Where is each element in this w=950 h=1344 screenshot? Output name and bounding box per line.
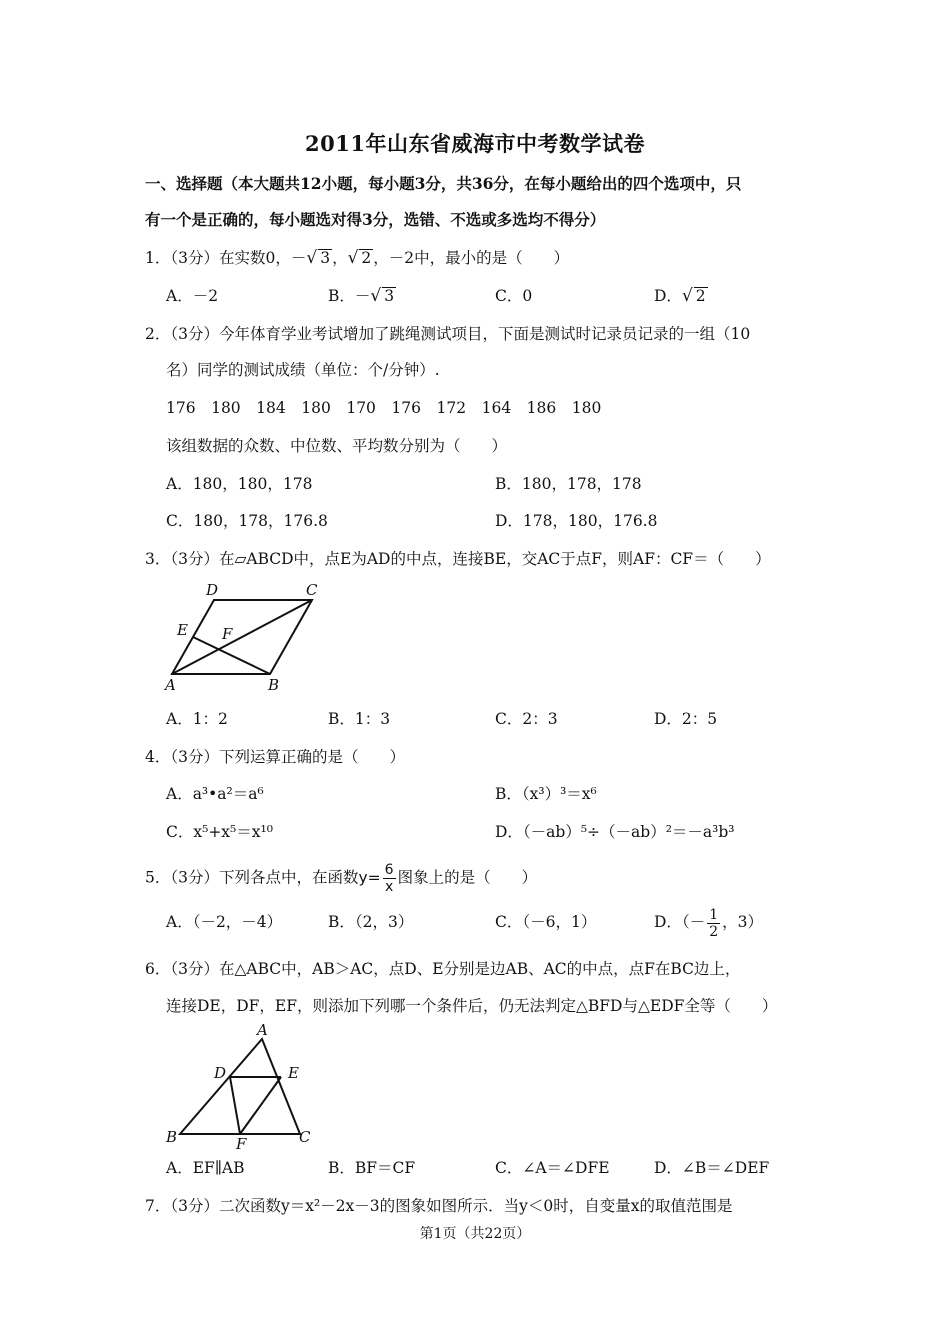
label-b: B <box>166 1128 178 1146</box>
label-d: D <box>206 581 219 599</box>
label-e: E <box>288 1064 299 1082</box>
question-3-option-a: A．1：2 <box>166 710 228 728</box>
question-2-ask: 该组数据的众数、中位数、平均数分别为（ ） <box>166 437 508 455</box>
page-footer: 第1页（共22页） <box>419 1226 531 1242</box>
triangle-figure <box>160 1022 325 1152</box>
question-5-option-c: C．（－6，1） <box>495 913 597 931</box>
parallelogram-figure <box>160 578 330 698</box>
question-3-option-d: D．2：5 <box>654 710 718 728</box>
page-title: 2011年山东省威海市中考数学试卷 <box>305 131 645 156</box>
section-heading-line2: 有一个是正确的，每小题选对得3分，选错、不选或多选均不得分） <box>145 210 606 229</box>
question-3-stem: 3．（3分）在▱ABCD中，点E为AD的中点，连接BE，交AC于点F，则AF：CF＝（ ） <box>145 550 771 568</box>
question-2-option-b: B．180，178，178 <box>495 475 642 493</box>
question-2-line2: 名）同学的测试成绩（单位：个/分钟）. <box>166 361 440 379</box>
question-5-option-b: B．（2，3） <box>328 913 414 931</box>
question-6-option-b: B．BF＝CF <box>328 1159 416 1177</box>
question-4-option-d: D．（－ab）⁵÷（－ab）²＝－a³b³ <box>495 823 735 841</box>
label-b: B <box>268 676 280 694</box>
label-a: A <box>165 676 176 694</box>
question-2-option-d: D．178，180，176.8 <box>495 512 658 530</box>
question-7-line1: 7．（3分）二次函数y＝x²－2x－3的图象如图所示．当y＜0时，自变量x的取值范围是 <box>145 1197 733 1215</box>
question-5-option-d: D．（－ $\frac{1}{2}$ ，3） <box>654 906 763 940</box>
label-c: C <box>299 1128 311 1146</box>
question-3-option-c: C．2：3 <box>495 710 558 728</box>
label-f: F <box>236 1135 247 1153</box>
triangle-abc <box>180 1039 300 1134</box>
question-6-option-d: D．∠B＝∠DEF <box>654 1159 770 1177</box>
segment-ef <box>240 1077 281 1134</box>
question-2-option-a: A．180，180，178 <box>166 475 313 493</box>
question-1-option-c: C．0 <box>495 287 533 305</box>
question-2-data: 176 180 184 180 170 176 172 164 186 180 <box>166 399 602 417</box>
segment-df <box>230 1077 240 1134</box>
label-c: C <box>306 581 318 599</box>
label-f: F <box>222 625 233 643</box>
question-1-option-b: B．－√ 3 <box>328 286 395 306</box>
question-4-option-c: C．x⁵+x⁵＝x¹⁰ <box>166 823 273 841</box>
question-4-option-a: A．a³•a²＝a⁶ <box>166 785 264 803</box>
question-2-option-c: C．180，178，176.8 <box>166 512 328 530</box>
question-6-line2: 连接DE，DF，EF，则添加下列哪一个条件后，仍无法判定△BFD与△EDF全等（ ） <box>166 997 778 1015</box>
fraction-one-half: $\frac{1}{2}$ <box>709 906 719 940</box>
question-5-stem: 5．（3分）下列各点中，在函数y= $\frac{6}{x}$ 图象上的是（ ） <box>145 862 538 895</box>
question-6-line1: 6．（3分）在△ABC中，AB＞AC，点D、E分别是边AB、AC的中点，点F在BC边上， <box>145 960 741 978</box>
question-2-line1: 2．（3分）今年体育学业考试增加了跳绳测试项目，下面是测试时记录员记录的一组（10 <box>145 325 751 343</box>
question-1-stem: 1．（3分）在实数0，－√ 3 ，√ 2 ，－2中，最小的是（ ） <box>145 248 570 268</box>
label-e: E <box>177 621 188 639</box>
section-heading-line1: 一、选择题（本大题共12小题，每小题3分，共36分，在每小题给出的四个选项中，只 <box>145 174 742 193</box>
question-3-option-b: B．1：3 <box>328 710 391 728</box>
question-5-option-a: A．（－2，－4） <box>166 913 283 931</box>
question-4-stem: 4．（3分）下列运算正确的是（ ） <box>145 748 405 766</box>
question-4-option-b: B．（x³）³＝x⁶ <box>495 785 597 803</box>
question-6-option-a: A．EF∥AB <box>166 1159 245 1177</box>
label-d: D <box>214 1064 227 1082</box>
question-6-option-c: C．∠A＝∠DFE <box>495 1159 610 1177</box>
label-a: A <box>257 1021 268 1039</box>
fraction-6-over-x: $\frac{6}{x}$ <box>384 862 394 895</box>
question-1-option-d: D．√ 2 <box>654 286 706 306</box>
question-1-option-a: A．－2 <box>166 287 219 305</box>
